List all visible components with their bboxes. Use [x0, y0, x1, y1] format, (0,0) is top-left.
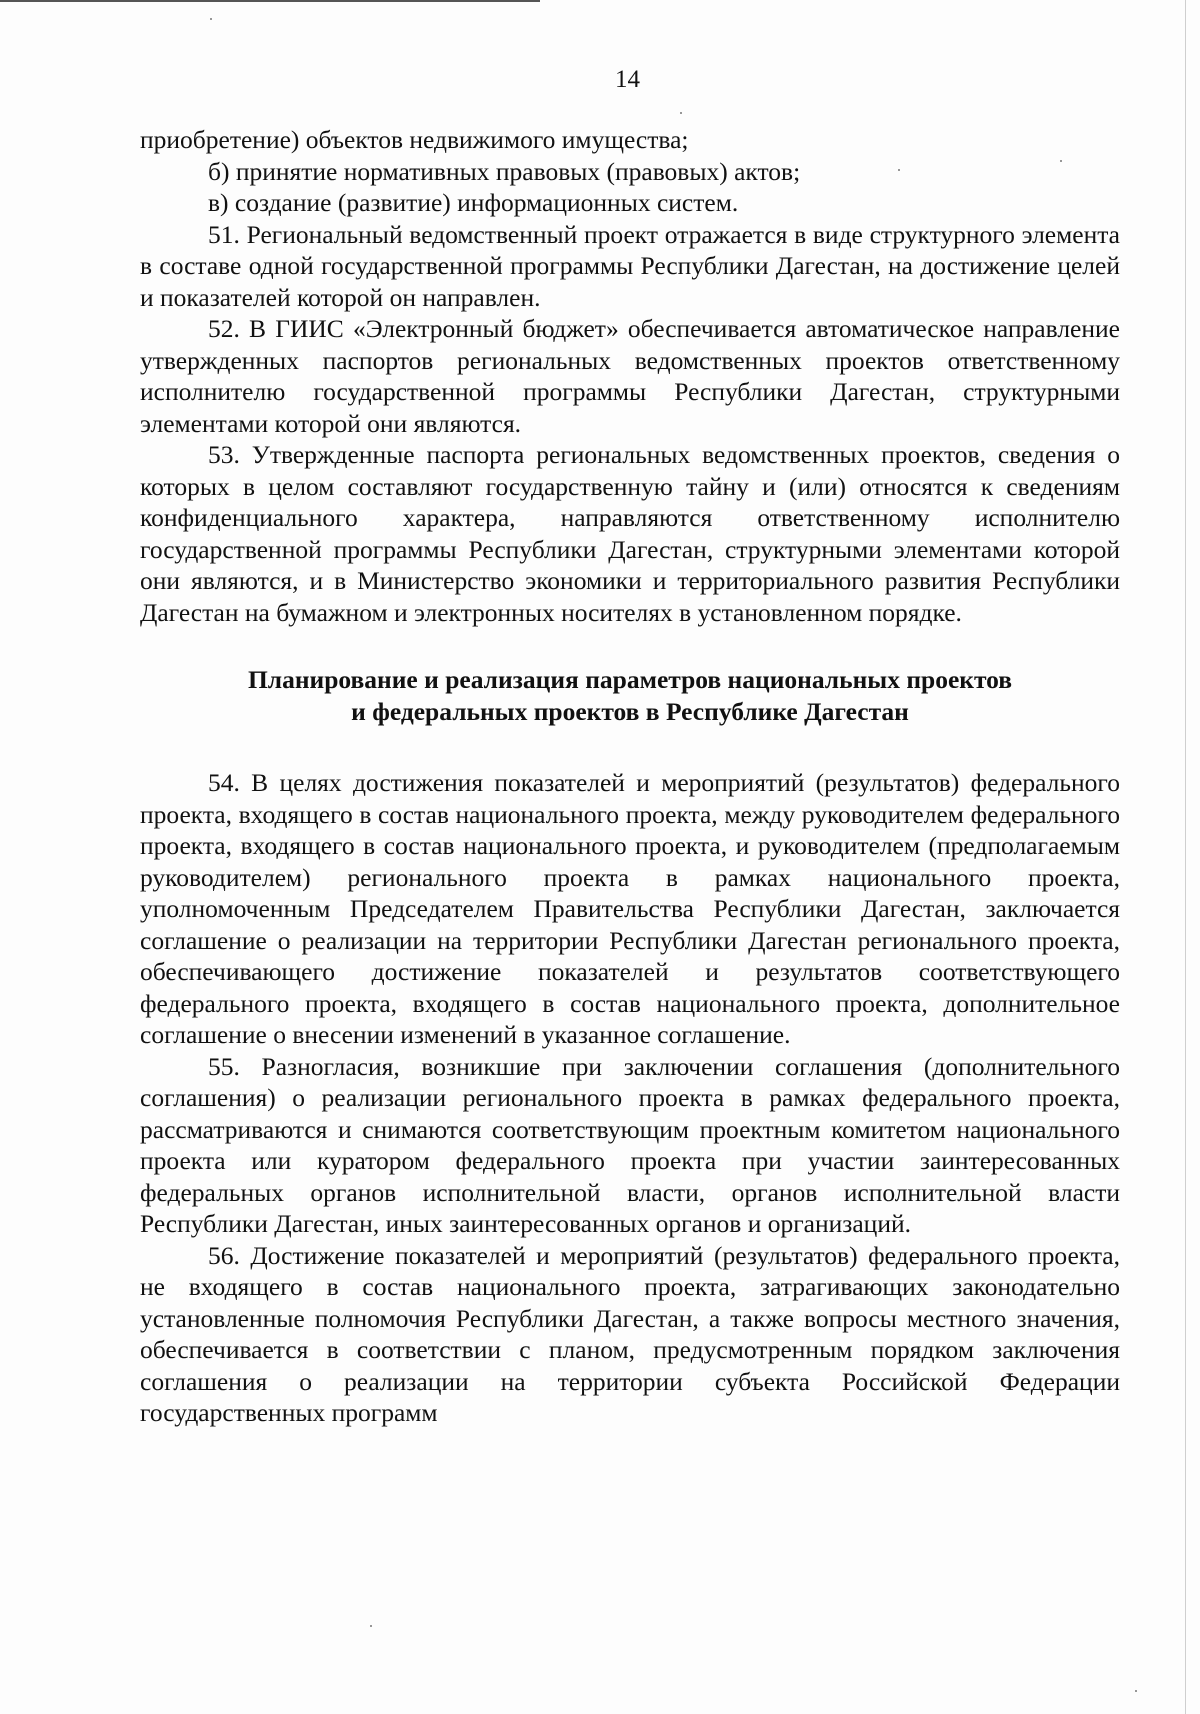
- spacer: [140, 727, 1120, 767]
- paragraph-51: 51. Региональный ведомственный проект отражается в виде структурного элемента в составе одной государственной программы Республики Дагестан, на достижение целей и показателей которой он направлен.: [140, 219, 1120, 312]
- spacer: [140, 628, 1120, 664]
- document-body: [140, 124, 1120, 1429]
- paragraph-52: 52. В ГИИС «Электронный бюджет» обеспечивается автоматическое направление утвержденных паспортов региональных ведомственных проектов ответственному исполнителю государственной программы Республики Дагестан, структурными элементами которой они являются.: [140, 314, 1120, 438]
- scan-speck: [680, 112, 682, 114]
- scan-speck: [210, 18, 212, 20]
- scan-speck: [1135, 1690, 1137, 1692]
- paragraph-56: 56. Достижение показателей и мероприятий (результатов) федерального проекта, не входящего в состав национального проекта, затрагивающих законодательно установленные полномочия Республики Дагестан, а также вопросы местного значения, обеспечивается в соответствии с планом, предусмотренным порядком заключения соглашения о реализации на территории субъекта Российской Федерации государственных программ: [140, 1240, 1120, 1427]
- paragraph-54: 54. В целях достижения показателей и мероприятий (результатов) федерального проекта, входящего в состав национального проекта, между руководителем федерального проекта, входящего в состав национального проекта, и руководителем (предполагаемым руководителем) регионального проекта в рамках национального проекта, уполномоченным Председателем Правительства Республики Дагестан, заключается соглашение о реализации на территории Республики Дагестан регионального проекта, обеспечивающего достижение показателей и результатов соответствующего федерального проекта, входящего в состав национального проекта, дополнительное соглашение о внесении изменений в указанное соглашение.: [140, 768, 1120, 1049]
- section-heading-line-2: и федеральных проектов в Республике Дагестан: [351, 696, 909, 726]
- paragraph-item-b: б) принятие нормативных правовых (правовых) актов;: [208, 156, 801, 186]
- paragraph-53: 53. Утвержденные паспорта региональных ведомственных проектов, сведения о которых в целом составляют государственную тайну и (или) относятся к сведениям конфиденциального характера, направляются ответственному исполнителю государственной программы Республики Дагестан, структурными элементами которой они являются, и в Министерство экономики и территориального развития Республики Дагестан на бумажном и электронных носителях в установленном порядке.: [140, 440, 1120, 627]
- paragraph-55: 55. Разногласия, возникшие при заключении соглашения (дополнительного соглашения) о реализации регионального проекта в рамках федерального проекта, рассматриваются и снимаются соответствующим проектным комитетом национального проекта или куратором федерального проекта при участии заинтересованных федеральных органов исполнительной власти, органов исполнительной власти Республики Дагестан, иных заинтересованных органов и организаций.: [140, 1051, 1120, 1238]
- scan-speck: [370, 1625, 372, 1627]
- scan-edge-top: [0, 0, 540, 2]
- paragraph-item-v: в) создание (развитие) информационных систем.: [208, 188, 739, 217]
- scan-edge-right: [1185, 0, 1186, 1714]
- paragraph-continuation: приобретение) объектов недвижимого имущества;: [140, 125, 689, 154]
- page-number: 14: [615, 66, 640, 93]
- section-heading-line-1: Планирование и реализация параметров национальных проектов: [247, 665, 1013, 694]
